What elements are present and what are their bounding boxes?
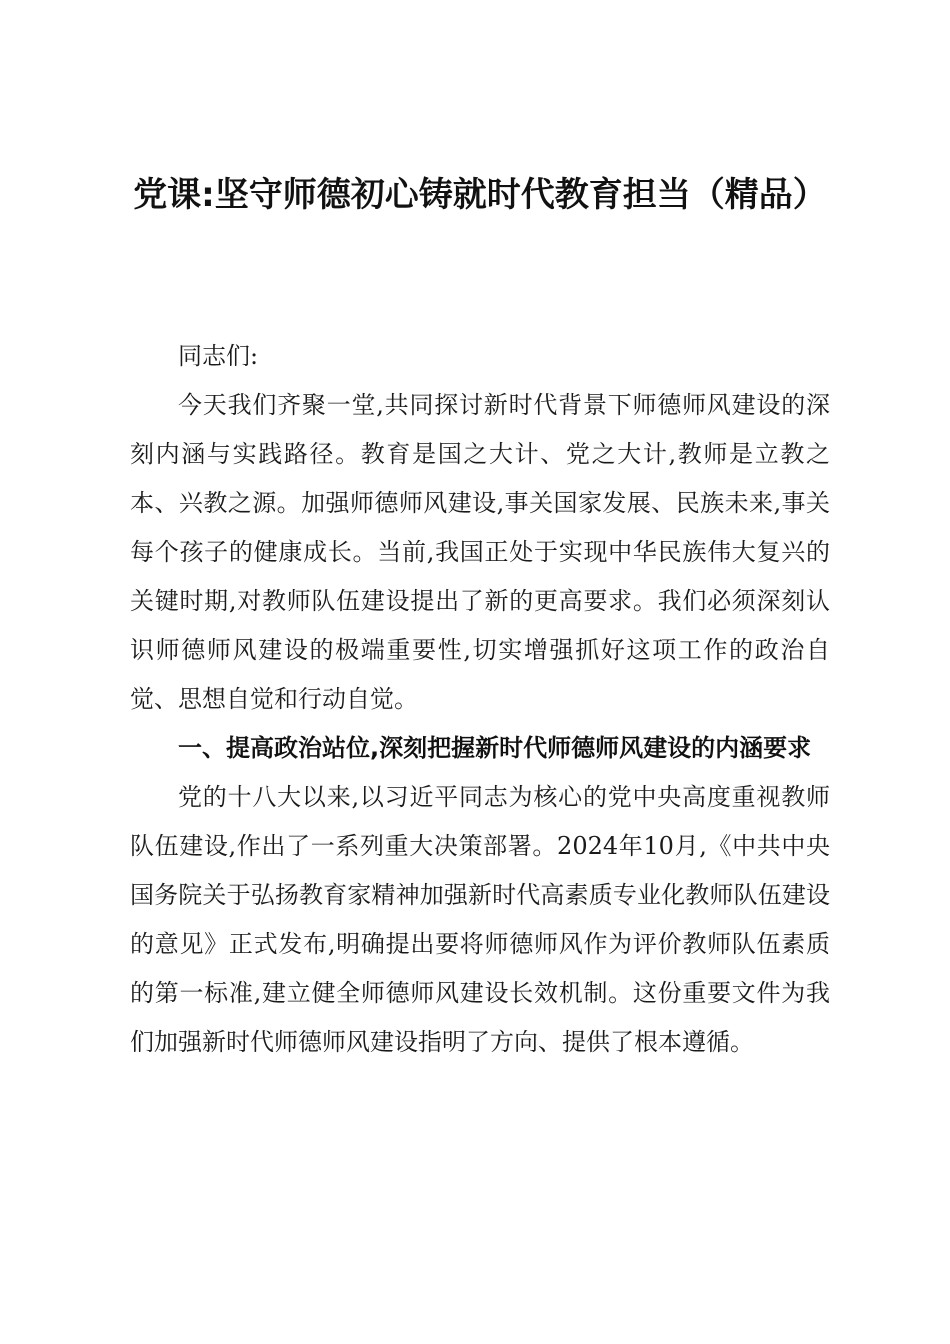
document-body	[130, 332, 830, 1067]
salutation: 同志们:	[178, 342, 259, 370]
document-title: 党课:坚守师德初心铸就时代教育担当（精品）	[133, 175, 827, 215]
section-heading: 一、提高政治站位,深刻把握新时代师德师风建设的内涵要求	[178, 734, 812, 762]
section-paragraph: 党的十八大以来,以习近平同志为核心的党中央高度重视教师队伍建设,作出了一系列重大决策部署。2024年10月,《中共中央国务院关于弘扬教育家精神加强新时代高素质专业化教师队伍建设的意见》正式发布,明确提出要将师德师风作为评价教师队伍素质的第一标准,建立健全师德师风建设长效机制。这份重要文件为我们加强新时代师德师风建设指明了方向、提供了根本遵循。	[130, 783, 830, 1056]
intro-paragraph: 今天我们齐聚一堂,共同探讨新时代背景下师德师风建设的深刻内涵与实践路径。教育是国之大计、党之大计,教师是立教之本、兴教之源。加强师德师风建设,事关国家发展、民族未来,事关每个孩子的健康成长。当前,我国正处于实现中华民族伟大复兴的关键时期,对教师队伍建设提出了新的更高要求。我们必须深刻认识师德师风建设的极端重要性,切实增强抓好这项工作的政治自觉、思想自觉和行动自觉。	[130, 391, 830, 713]
